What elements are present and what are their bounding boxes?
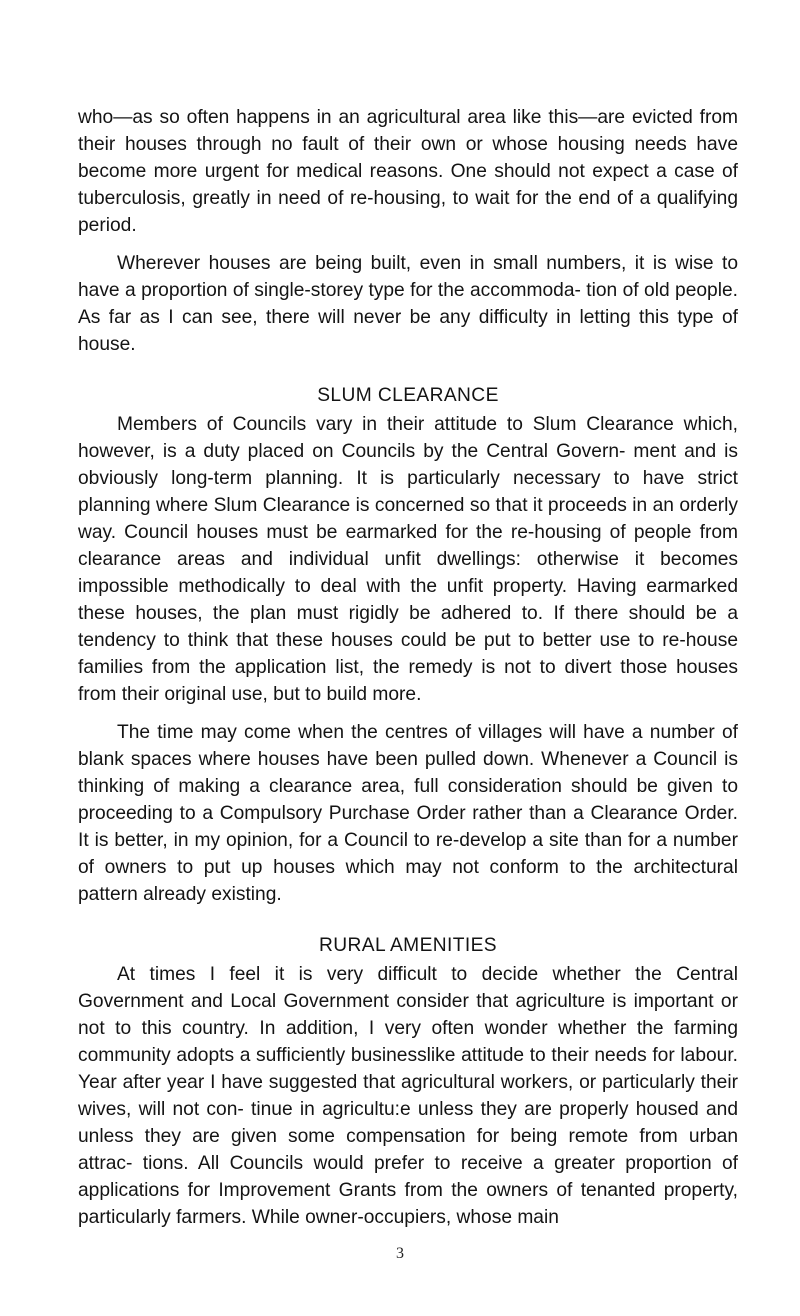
document-page: [78, 104, 738, 1231]
section-heading-rural-amenities: RURAL AMENITIES: [318, 935, 497, 956]
page-number: 3: [396, 1245, 404, 1262]
paragraph-slum-2: The time may come when the centres of villages will have a number of blank spaces where houses have been pulled down. Whenever a Council is thinking of making a clearance area, full consideration should be given to proceeding to a Compulsory Purchase Order rather than a Clearance Order. It is better, in my opinion, for a Council to re-develop a site than for a number of owners to put up houses which may not conform to the architectural pattern already existing.: [78, 722, 738, 905]
section-heading-slum-clearance: SLUM CLEARANCE: [317, 385, 499, 406]
paragraph-intro-2: Wherever houses are being built, even in small numbers, it is wise to have a proportion of single-storey type for the accommoda- tion of old people. As far as I can see, there will never be any difficulty in letting this type of house.: [78, 253, 738, 355]
paragraph-slum-1: Members of Councils vary in their attitude to Slum Clearance which, however, is a duty placed on Councils by the Central Govern- ment and is obviously long-term planning. It is particularly necessary to have strict planning where Slum Clearance is concerned so that it proceeds in an orderly way. Council houses must be earmarked for the re-housing of people from clearance areas and individual unfit dwellings: otherwise it becomes impossible methodically to deal with the unfit property. Having earmarked these houses, the plan must rigidly be adhered to. If there should be a tendency to think that these houses could be put to better use to re-house families from the application list, the remedy is not to divert those houses from their original use, but to build more.: [78, 414, 738, 705]
paragraph-rural-1: At times I feel it is very difficult to decide whether the Central Government and Local Government consider that agriculture is important or not to this country. In addition, I very often wonder whether the farming community adopts a sufficiently businesslike attitude to their needs for labour. Year after year I have suggested that agricultural workers, or particularly their wives, will not con- tinue in agricultu:e unless they are properly housed and unless they are given some compensation for being remote from urban attrac- tions. All Councils would prefer to receive a greater proportion of applications for Improvement Grants from the owners of tenanted property, particularly farmers. While owner-occupiers, whose main: [78, 964, 738, 1228]
paragraph-intro-1: who—as so often happens in an agricultural area like this—are evicted from their houses through no fault of their own or whose housing needs have become more urgent for medical reasons. One should not expect a case of tuberculosis, greatly in need of re-housing, to wait for the end of a qualifying period.: [78, 107, 738, 236]
